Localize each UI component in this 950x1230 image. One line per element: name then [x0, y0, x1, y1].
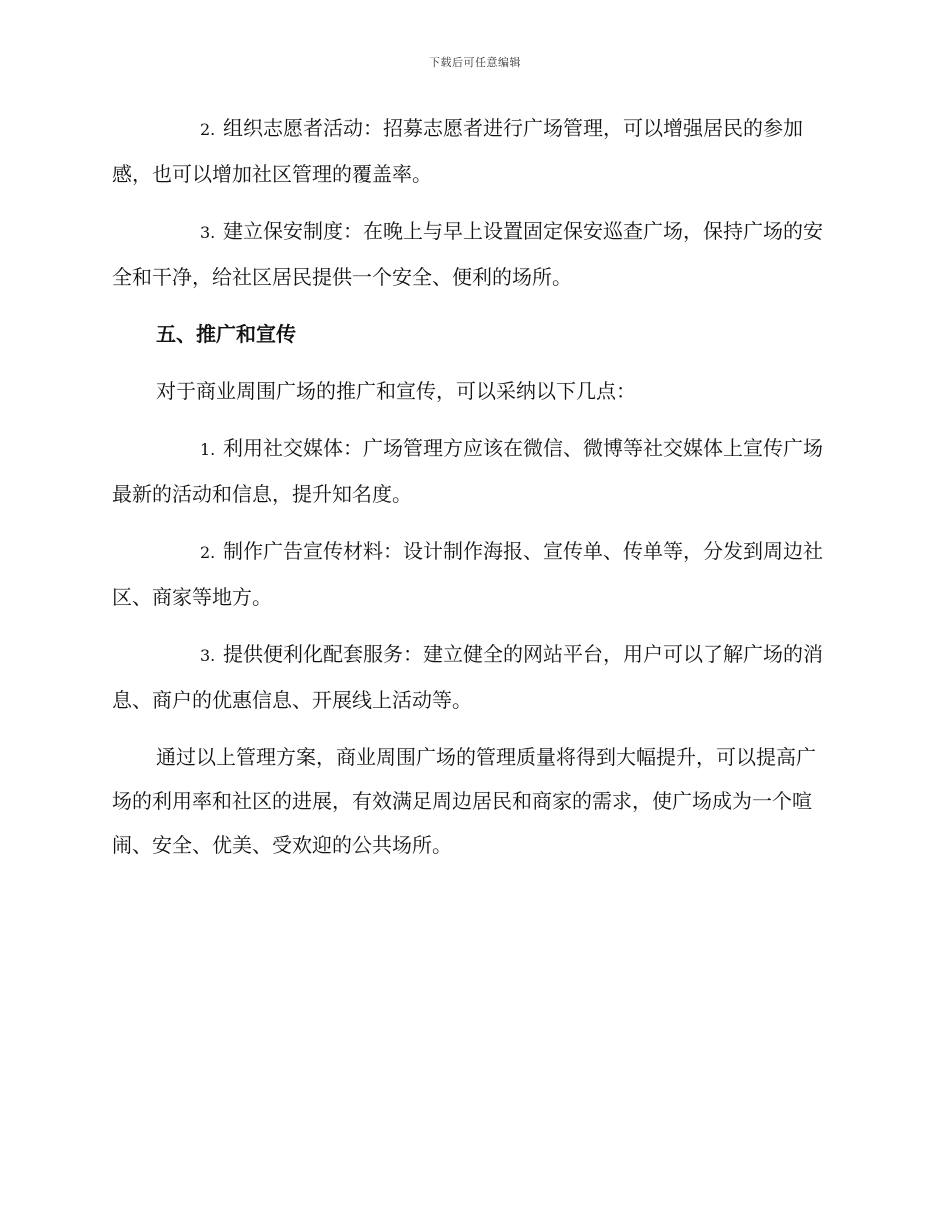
list-item [112, 632, 832, 722]
list-item-number: 3. [200, 646, 216, 665]
list-item-text: 建立保安制度：在晚上与早上设置固定保安巡查广场，保持广场的安全和干净，给社区居民提供一个安全、便利的场所。 [112, 219, 823, 289]
list-item-text: 制作广告宣传材料：设计制作海报、宣传单、传单等，分发到周边社区、商家等地方。 [112, 539, 823, 609]
list-item-text: 利用社交媒体：广场管理方应该在微信、微博等社交媒体上宣传广场最新的活动和信息，提升知名度。 [112, 436, 823, 506]
list-item-number: 2. [200, 120, 216, 139]
list-item-text: 提供便利化配套服务：建立健全的网站平台，用户可以了解广场的消息、商户的优惠信息、开展线上活动等。 [112, 642, 823, 712]
list-item [112, 426, 832, 516]
page-header: 下载后可任意编辑 [429, 56, 521, 69]
list-item [112, 106, 832, 196]
list-item-number: 1. [200, 440, 216, 459]
document-body [112, 106, 832, 880]
list-item-text: 组织志愿者活动：招募志愿者进行广场管理，可以增强居民的参加感，也可以增加社区管理的覆盖率。 [112, 116, 803, 186]
list-item [112, 529, 832, 619]
list-item-number: 3. [200, 223, 216, 242]
intro-paragraph: 对于商业周围广场的推广和宣传，可以采纳以下几点： [156, 379, 636, 403]
list-item-number: 2. [200, 543, 216, 562]
conclusion-paragraph: 通过以上管理方案，商业周围广场的管理质量将得到大幅提升，可以提高广场的利用率和社区的进展，有效满足周边居民和商家的需求，使广场成为一个喧闹、安全、优美、受欢迎的公共场所。 [112, 745, 816, 857]
section-heading: 五、推广和宣传 [156, 322, 296, 346]
list-item [112, 209, 832, 299]
